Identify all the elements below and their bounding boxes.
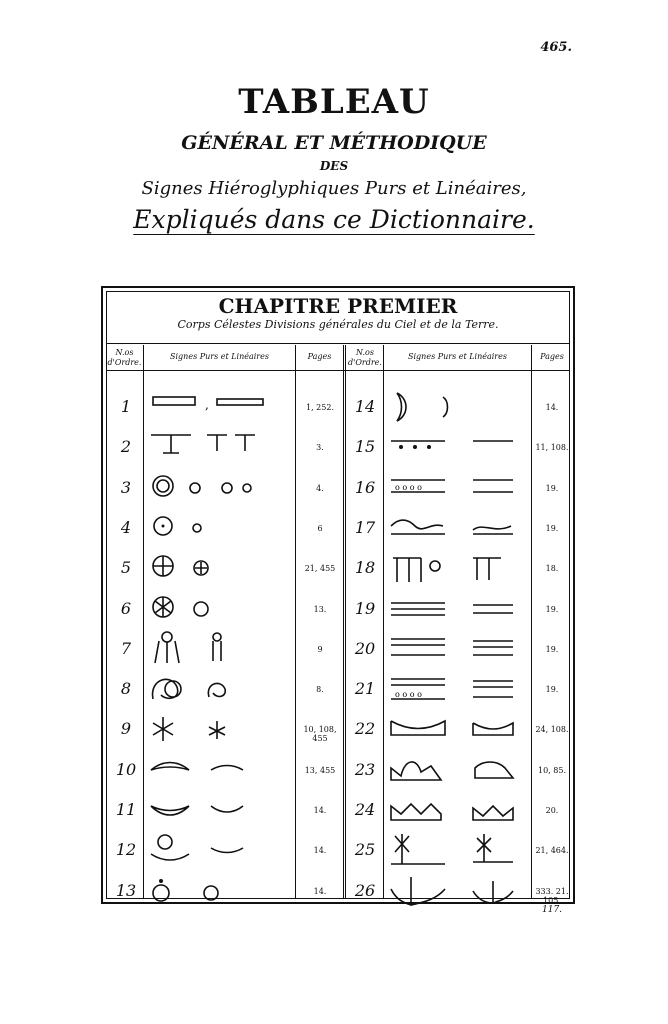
page-reference: 19. — [545, 644, 559, 654]
hieroglyph-sign-icon — [147, 669, 293, 709]
sign-table — [101, 286, 575, 904]
header-order-right: N.os d'Ordre. — [348, 348, 382, 367]
table-row — [103, 871, 573, 911]
table-row — [103, 669, 573, 709]
title-line2: GÉNÉRAL ET MÉTHODIQUE — [181, 132, 487, 154]
hieroglyph-sign-icon — [147, 468, 293, 508]
hieroglyph-sign-icon — [387, 548, 529, 588]
svg-text:o o o o: o o o o — [395, 482, 422, 492]
page-reference: 13. — [313, 604, 327, 614]
hieroglyph-sign-icon — [147, 750, 293, 790]
hieroglyph-sign-icon — [387, 427, 529, 467]
table-row — [103, 709, 573, 749]
page-reference: 6 — [317, 523, 323, 533]
page-reference: 21, 464. — [535, 846, 569, 856]
order-number: 22 — [354, 719, 376, 739]
hieroglyph-sign-icon — [387, 669, 529, 709]
title-line3: DES — [319, 159, 349, 173]
page-reference: 14. — [545, 403, 559, 412]
hieroglyph-sign-icon — [147, 589, 293, 629]
hieroglyph-sign-icon — [147, 871, 293, 911]
order-number: 23 — [354, 759, 376, 779]
table-row — [103, 830, 573, 870]
title-main: TABLEAU — [238, 82, 430, 122]
header-order-left: N.os d'Ordre. — [107, 348, 142, 367]
page-reference: 3. — [316, 443, 324, 453]
order-number: 12 — [115, 840, 137, 860]
order-number: 8 — [120, 679, 132, 699]
order-number: 14 — [354, 397, 376, 416]
title-line4: Signes Hiéroglyphiques Purs et Linéaires, — [141, 178, 527, 199]
page-reference: 19. — [545, 604, 559, 614]
hieroglyph-sign-icon — [147, 508, 293, 548]
page-reference: 19. — [545, 523, 559, 533]
hieroglyph-sign-icon — [387, 508, 529, 548]
page-reference: 10, 85. — [538, 765, 566, 775]
page-reference: 20. — [545, 806, 559, 815]
header-pages-left: Pages — [307, 352, 332, 361]
page-reference: 24, 108. — [535, 725, 569, 735]
order-number: 17 — [354, 517, 376, 537]
chapter-subtitle: Corps Célestes Divisions générales du Ciel et de la Terre. — [177, 318, 499, 331]
table-row — [103, 468, 573, 508]
hieroglyph-sign-icon — [387, 709, 529, 749]
order-number: 1 — [120, 397, 132, 416]
order-number: 15 — [354, 437, 376, 457]
table-row — [103, 508, 573, 548]
page-reference: 8. — [316, 685, 324, 695]
order-number: 9 — [120, 719, 132, 739]
order-number: 4 — [120, 517, 132, 537]
svg-text:,: , — [205, 398, 209, 412]
title-line5: Expliqués dans ce Dictionnaire. — [133, 205, 535, 234]
chapter-title: CHAPITRE PREMIER — [218, 294, 458, 318]
order-number: 10 — [115, 759, 137, 779]
page-reference: 1, 252. — [306, 403, 334, 412]
page-reference: 19. — [545, 483, 559, 493]
hieroglyph-sign-icon — [387, 468, 529, 508]
page-reference: 333. 21. 105. — [535, 886, 569, 905]
order-number: 20 — [354, 638, 376, 658]
page-reference: 14. — [313, 806, 327, 815]
order-number: 26 — [354, 880, 376, 900]
table-row — [103, 790, 573, 830]
hieroglyph-sign-icon — [387, 830, 529, 870]
page-number: 465. — [540, 40, 572, 55]
order-number: 7 — [120, 638, 132, 658]
table-row — [103, 750, 573, 790]
page-reference: 14. — [313, 886, 327, 896]
hieroglyph-sign-icon — [147, 427, 293, 467]
page-reference: 10, 108, 455 — [303, 725, 337, 744]
order-number: 13 — [115, 880, 137, 900]
header-signs-right: Signes Purs et Linéaires — [408, 352, 507, 361]
hieroglyph-sign-icon — [387, 790, 529, 830]
hieroglyph-sign-icon — [147, 548, 293, 588]
hieroglyph-sign-icon — [387, 589, 529, 629]
column-header-divider — [106, 370, 570, 371]
page-reference: 21, 455 — [304, 564, 336, 574]
hieroglyph-sign-icon — [147, 830, 293, 870]
page-reference: 13, 455 — [304, 765, 336, 775]
order-number: 24 — [354, 800, 376, 819]
page-reference: 11, 108. — [535, 443, 569, 453]
order-number: 2 — [120, 437, 132, 457]
order-number: 3 — [120, 477, 132, 497]
header-pages-right: Pages — [540, 352, 564, 361]
order-number: 19 — [354, 598, 376, 618]
hieroglyph-sign-icon — [147, 629, 293, 669]
footer-mark: 117. — [542, 905, 563, 915]
hieroglyph-sign-icon — [387, 871, 529, 911]
order-number: 6 — [120, 598, 132, 618]
table-row — [103, 589, 573, 629]
page-reference: 4. — [316, 483, 324, 493]
table-row — [103, 629, 573, 669]
svg-text:o o o o: o o o o — [395, 690, 422, 700]
hieroglyph-sign-icon — [147, 387, 293, 427]
table-row — [103, 548, 573, 588]
order-number: 16 — [354, 477, 376, 497]
hieroglyph-sign-icon — [147, 709, 293, 749]
header-signs-left: Signes Purs et Linéaires — [170, 352, 269, 361]
table-row — [103, 387, 573, 427]
order-number: 18 — [354, 558, 376, 578]
order-number: 11 — [115, 800, 137, 819]
hieroglyph-sign-icon — [387, 629, 529, 669]
title-block — [0, 80, 668, 236]
page-reference: 19. — [545, 685, 559, 695]
hieroglyph-sign-icon — [147, 790, 293, 830]
header-divider — [106, 343, 570, 344]
order-number: 25 — [354, 840, 376, 860]
hieroglyph-sign-icon — [387, 750, 529, 790]
table-row — [103, 427, 573, 467]
page-reference: 18. — [545, 564, 559, 574]
page-reference: 9 — [317, 644, 323, 654]
hieroglyph-sign-icon — [387, 387, 529, 427]
order-number: 21 — [354, 679, 376, 699]
page-reference: 14. — [313, 846, 327, 856]
order-number: 5 — [120, 558, 132, 578]
